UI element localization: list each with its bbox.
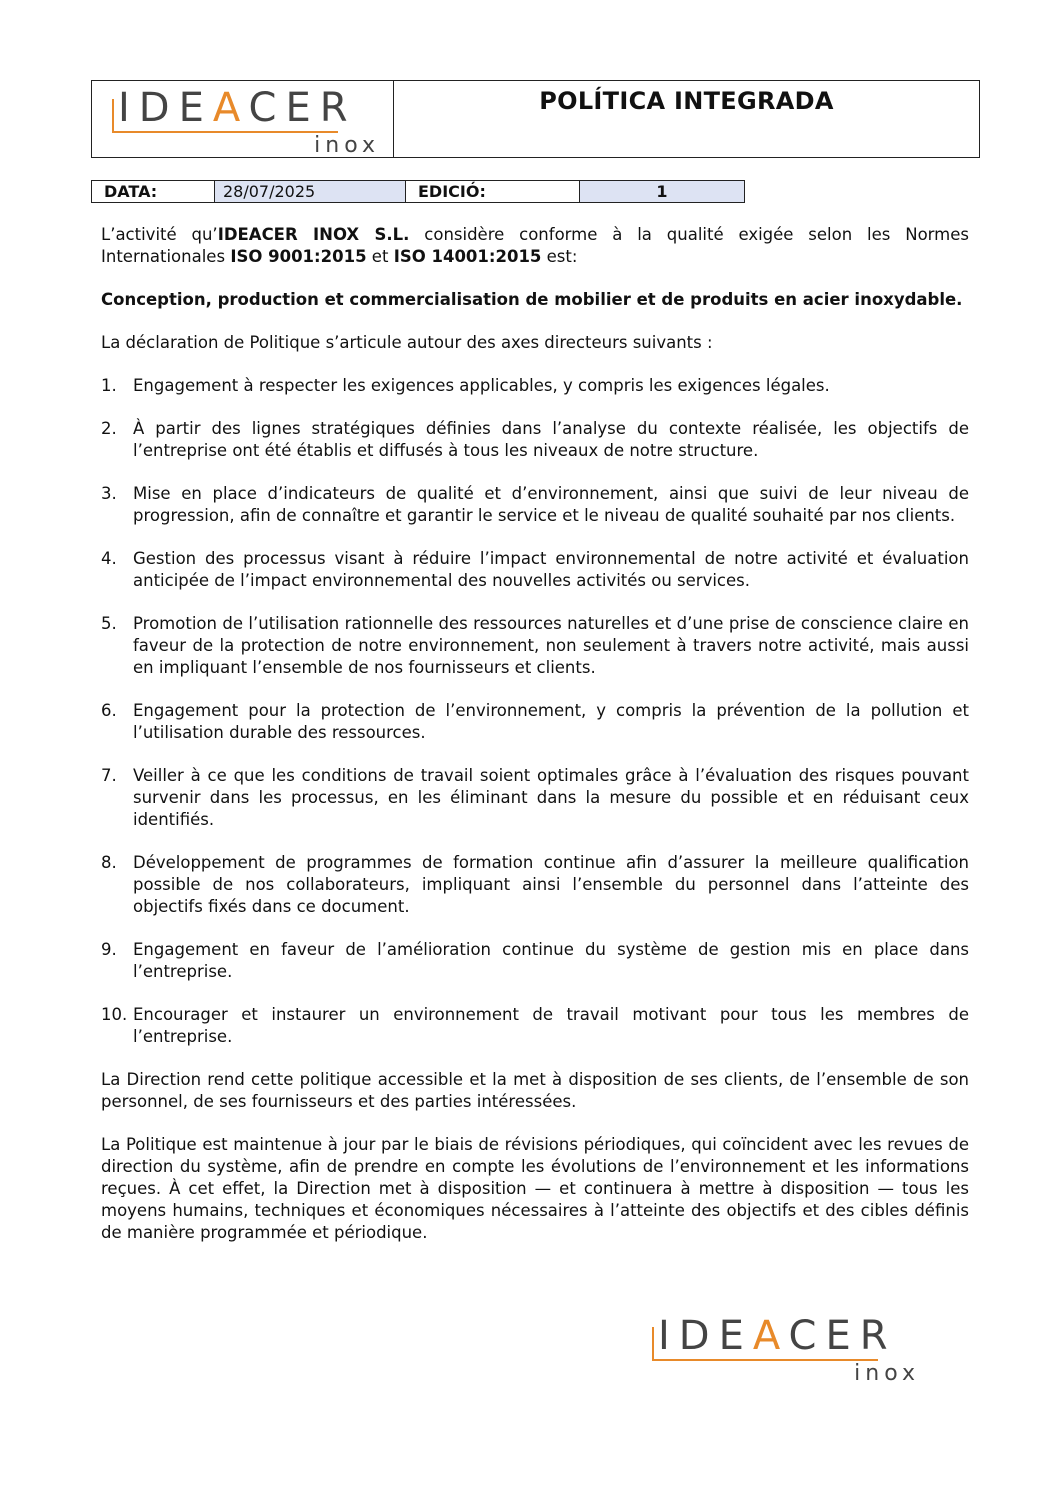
closing-paragraph-review: La Politique est maintenue à jour par le biais de révisions périodiques, qui coïncident avec les revues de direction du système, afin de prendre en compte les évolutions de l’environnement et les informations reçues. À cet effet, la Direction met à disposition — et continuera à mettre à disposition — tous les moyens humains, techniques et économiques nécessaires à l’atteinte des objectifs et des cibles définis de manière programmée et périodique.: [101, 1135, 969, 1242]
scope-statement: Conception, production et commercialisation de mobilier et de produits en acier inoxydable.: [101, 290, 963, 309]
edition-value: 1: [580, 181, 744, 202]
document-header: [91, 80, 980, 158]
list-item: 3. Mise en place d’indicateurs de qualité et d’environnement, ainsi que suivi de leur niveau de progression, afin de connaître et garantir le service et le niveau de qualité souhaité par nos clients.: [101, 484, 969, 525]
policy-intro: La déclaration de Politique s’articule autour des axes directeurs suivants :: [101, 333, 713, 352]
policy-list: [101, 375, 969, 1048]
logo-wordmark: IDEACER: [658, 1313, 897, 1359]
logo-underline: [652, 1359, 878, 1361]
logo-accent-bar: [112, 99, 114, 133]
date-value: 28/07/2025: [215, 181, 406, 202]
company-name: IDEACER INOX S.L.: [217, 225, 410, 244]
document-body: [101, 224, 969, 1265]
list-item: 8. Développement de programmes de formation continue afin d’assurer la meilleure qualification possible de nos collaborateurs, impliquant ainsi l’ensemble du personnel dans l’atteinte des objectifs fixés dans ce document.: [101, 853, 969, 916]
logo-wordmark: IDEACER: [118, 85, 357, 131]
iso-14001: ISO 14001:2015: [393, 247, 542, 266]
intro-paragraph: L’activité qu’IDEACER INOX S.L. considère conforme à la qualité exigée selon les Normes Internationales ISO 9001:2015 et ISO 14001:2015 est:: [101, 225, 969, 266]
closing-paragraph-accessibility: La Direction rend cette politique accessible et la met à disposition de ses clients, de l’ensemble de son personnel, de ses fournisseurs et des parties intéressées.: [101, 1070, 969, 1111]
list-item: 4. Gestion des processus visant à réduire l’impact environnemental de notre activité et évaluation anticipée de l’impact environnemental des nouvelles activités ou services.: [101, 549, 969, 590]
document-info-row: [91, 180, 745, 203]
footer-logo: [648, 1315, 920, 1385]
logo-accent-bar: [652, 1327, 654, 1361]
list-item: 1. Engagement à respecter les exigences applicables, y compris les exigences légales.: [101, 376, 830, 395]
document-title: POLÍTICA INTEGRADA: [539, 87, 834, 115]
edition-label: EDICIÓ:: [406, 181, 580, 202]
header-title-cell: [394, 81, 979, 157]
date-label: DATA:: [92, 181, 215, 202]
list-item: 7. Veiller à ce que les conditions de travail soient optimales grâce à l’évaluation des risques pouvant survenir dans les processus, en les éliminant dans la mesure du possible et en réduisant ceux identifiés.: [101, 766, 969, 829]
logo-underline: [112, 131, 338, 133]
list-item: 2. À partir des lignes stratégiques définies dans l’analyse du contexte réalisée, les objectifs de l’entreprise ont été établis et diffusés à tous les niveaux de notre structure.: [101, 419, 969, 460]
logo-subtitle: inox: [314, 133, 380, 158]
list-item: 5. Promotion de l’utilisation rationnelle des ressources naturelles et d’une prise de conscience claire en faveur de la protection de notre environnement, non seulement à travers notre activité, mais aussi en impliquant l’ensemble de nos fournisseurs et clients.: [101, 614, 969, 677]
list-item: 6. Engagement pour la protection de l’environnement, y compris la prévention de la pollution et l’utilisation durable des ressources.: [101, 701, 969, 742]
logo-subtitle: inox: [854, 1361, 920, 1386]
company-logo: [108, 85, 380, 158]
header-logo-cell: [92, 81, 394, 157]
list-item: 10. Encourager et instaurer un environnement de travail motivant pour tous les membres de l’entreprise.: [101, 1005, 969, 1046]
list-item: 9. Engagement en faveur de l’amélioration continue du système de gestion mis en place dans l’entreprise.: [101, 940, 969, 981]
iso-9001: ISO 9001:2015: [230, 247, 367, 266]
